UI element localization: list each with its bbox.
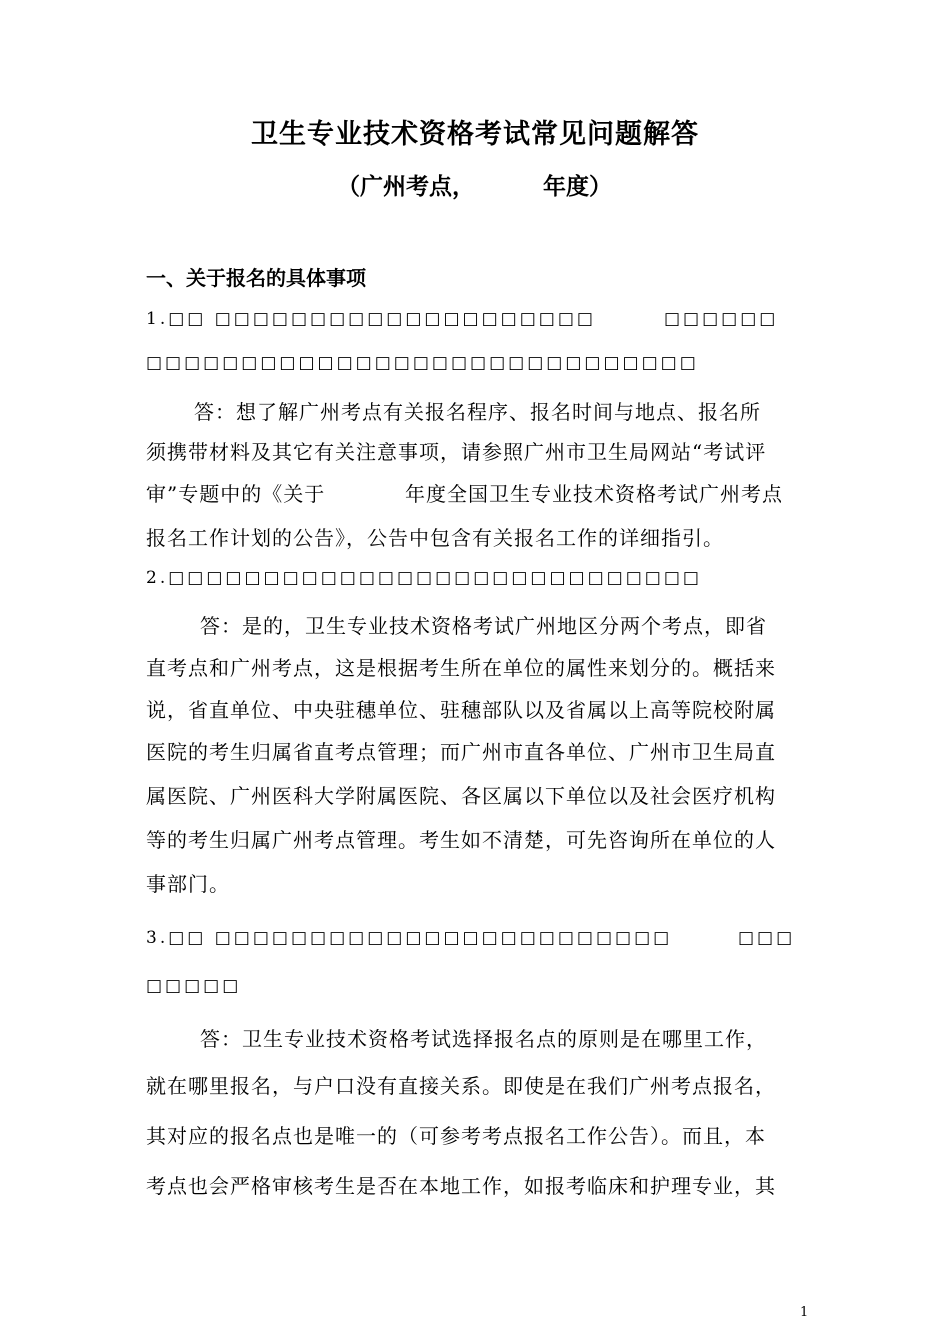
answer-2-line-7: 事部门。 (146, 872, 230, 896)
document-title: 卫生专业技术资格考试常见问题解答 (251, 119, 699, 150)
subtitle-left: （广州考点， (337, 174, 475, 200)
page-number: 1 (800, 1305, 809, 1320)
section-heading: 一、关于报名的具体事项 (146, 266, 366, 290)
answer-2-line-4: 医院的考生归属省直考点管理；而广州市直各单位、广州市卫生局直 (146, 740, 776, 764)
answer-1-line-3b: 年度全国卫生专业技术资格考试广州考点 (405, 482, 783, 506)
subtitle-right: 年度） (543, 174, 612, 200)
answer-1-line-2: 须携带材料及其它有关注意事项，请参照广州市卫生局网站“考试评 (146, 440, 767, 464)
answer-2-line-5: 属医院、广州医科大学附属医院、各区属以下单位以及社会医疗机构 (146, 784, 776, 808)
question-1-line-1b: □□□□□□ (664, 309, 779, 329)
answer-2-line-1: 答：是的，卫生专业技术资格考试广州地区分两个考点，即省 (200, 614, 767, 638)
answer-3-line-3: 其对应的报名点也是唯一的（可参考考点报名工作公告）。而且，本 (146, 1124, 766, 1148)
answer-3-line-2: 就在哪里报名，与户口没有直接关系。即使是在我们广州考点报名， (146, 1074, 776, 1098)
question-2-line-1: 2.□□□□□□□□□□□□□□□□□□□□□□□□□□□□ (146, 568, 702, 588)
answer-3-line-4: 考点也会严格审核考生是否在本地工作，如报考临床和护理专业，其 (146, 1174, 776, 1198)
question-3-line-1b: □□□ (738, 928, 796, 948)
answer-2-line-2: 直考点和广州考点，这是根据考生所在单位的属性来划分的。概括来 (146, 656, 776, 680)
question-3-line-2: □□□□□ (146, 976, 242, 996)
question-1-line-2: □□□□□□□□□□□□□□□□□□□□□□□□□□□□□ (146, 353, 699, 373)
answer-1-line-4: 报名工作计划的公告》，公告中包含有关报名工作的详细指引。 (146, 526, 724, 550)
answer-3-line-1: 答：卫生专业技术资格考试选择报名点的原则是在哪里工作， (200, 1027, 767, 1051)
question-3-line-1a: 3.□□ □□□□□□□□□□□□□□□□□□□□□□□□ (146, 928, 673, 948)
answer-2-line-3: 说，省直单位、中央驻穗单位、驻穗部队以及省属以上高等院校附属 (146, 698, 776, 722)
question-1-line-1a: 1.□□ □□□□□□□□□□□□□□□□□□□□ (146, 309, 596, 329)
answer-1-line-1: 答：想了解广州考点有关报名程序、报名时间与地点、报名所 (194, 400, 761, 424)
answer-2-line-6: 等的考生归属广州考点管理。考生如不清楚，可先咨询所在单位的人 (146, 828, 776, 852)
answer-1-line-3a: 审”专题中的《关于 (146, 482, 326, 506)
